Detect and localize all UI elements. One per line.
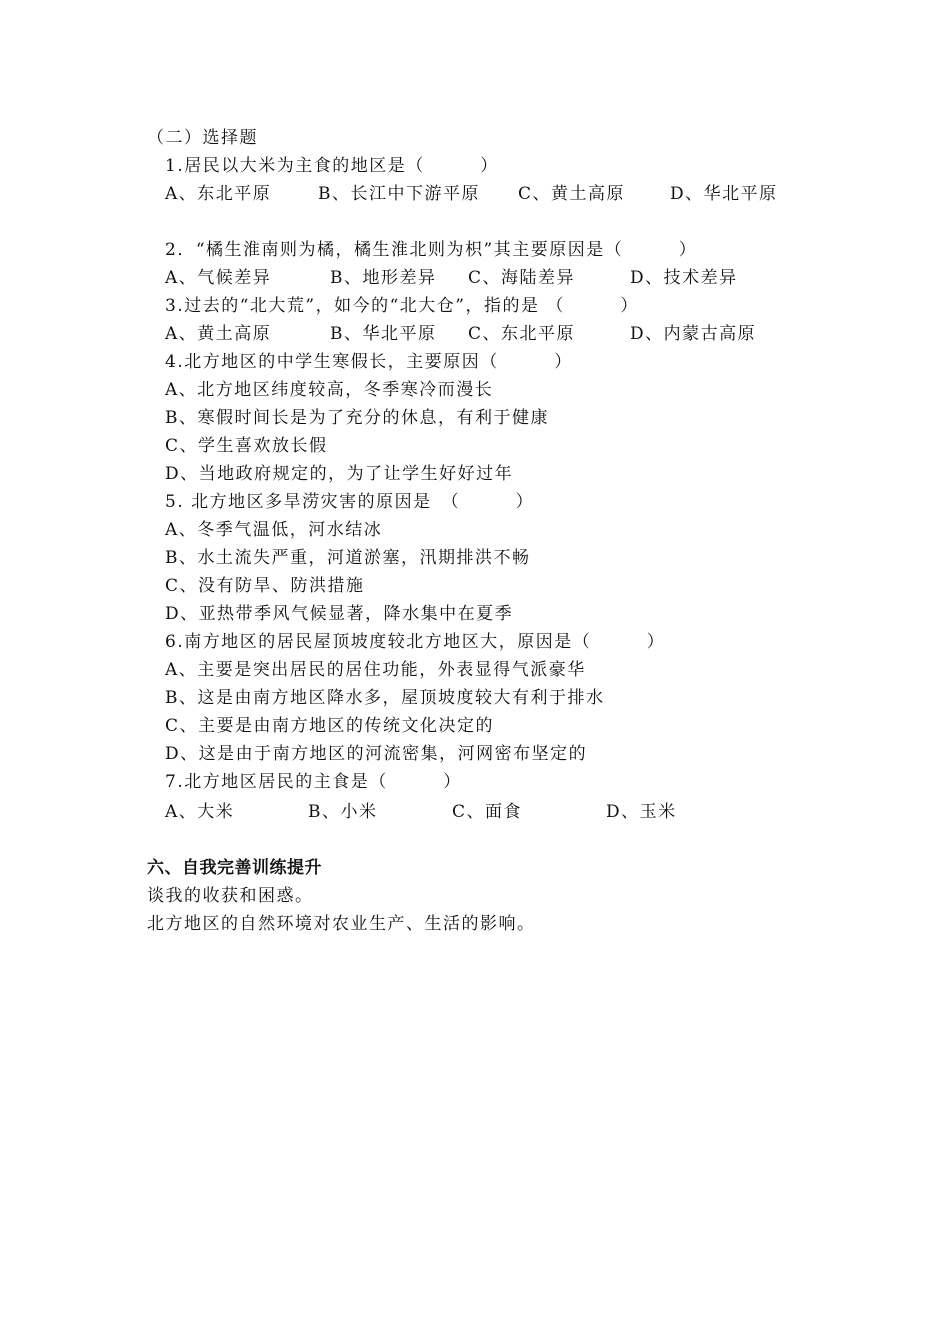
section-six-line-2: 北方地区的自然环境对农业生产、生活的影响。 <box>147 914 536 934</box>
question-5-option-c: C、没有防旱、防洪措施 <box>165 576 365 596</box>
question-2-option-c: C、海陆差异 <box>468 268 576 288</box>
question-3-option-b: B、华北平原 <box>330 324 437 344</box>
question-2-option-d: D、技术差异 <box>630 268 738 288</box>
question-7-option-c: C、面食 <box>452 802 523 822</box>
question-2-option-b: B、地形差异 <box>330 268 437 288</box>
question-3-stem: 3.过去的“北大荒”，如今的“北大仓”，指的是 （ ） <box>165 296 639 316</box>
section-six-line-1: 谈我的收获和困惑。 <box>147 886 314 906</box>
question-7-option-b: B、小米 <box>308 802 378 822</box>
question-1-option-d: D、华北平原 <box>670 184 778 204</box>
question-6-option-d: D、这是由于南方地区的河流密集，河网密布坚定的 <box>165 744 588 764</box>
question-2-stem: 2．“橘生淮南则为橘，橘生淮北则为枳”其主要原因是（ ） <box>165 240 698 260</box>
question-1-option-a: A、东北平原 <box>165 184 272 204</box>
question-4-option-c: C、学生喜欢放长假 <box>165 436 328 456</box>
question-4-stem: 4.北方地区的中学生寒假长，主要原因（ ） <box>165 352 573 372</box>
question-2-option-a: A、气候差异 <box>165 268 272 288</box>
question-7-option-d: D、玉米 <box>606 802 677 822</box>
question-5-option-d: D、亚热带季风气候显著，降水集中在夏季 <box>165 604 514 624</box>
question-3-option-a: A、黄土高原 <box>165 324 272 344</box>
section-heading-choice: （二）选择题 <box>147 128 258 148</box>
section-heading-six: 六、自我完善训练提升 <box>147 858 322 878</box>
question-6-option-b: B、这是由南方地区降水多，屋顶坡度较大有利于排水 <box>165 688 605 708</box>
question-4-option-d: D、当地政府规定的，为了让学生好好过年 <box>165 464 514 484</box>
question-1-option-c: C、黄土高原 <box>518 184 626 204</box>
question-3-option-c: C、东北平原 <box>468 324 576 344</box>
question-5-option-b: B、水土流失严重，河道淤塞，汛期排洪不畅 <box>165 548 531 568</box>
question-4-option-b: B、寒假时间长是为了充分的休息，有利于健康 <box>165 408 549 428</box>
question-6-stem: 6.南方地区的居民屋顶坡度较北方地区大，原因是（ ） <box>165 632 666 652</box>
question-1-stem: 1.居民以大米为主食的地区是（ ） <box>165 156 499 176</box>
question-3-option-d: D、内蒙古高原 <box>630 324 757 344</box>
question-5-stem: 5. 北方地区多旱涝灾害的原因是 （ ） <box>165 492 535 512</box>
question-7-stem: 7.北方地区居民的主食是（ ） <box>165 772 462 792</box>
question-4-option-a: A、北方地区纬度较高，冬季寒冷而漫长 <box>165 380 494 400</box>
question-7-option-a: A、大米 <box>165 802 235 822</box>
question-6-option-a: A、主要是突出居民的居住功能，外表显得气派豪华 <box>165 660 586 680</box>
question-6-option-c: C、主要是由南方地区的传统文化决定的 <box>165 716 495 736</box>
question-5-option-a: A、冬季气温低，河水结冰 <box>165 520 383 540</box>
question-1-option-b: B、长江中下游平原 <box>318 184 480 204</box>
